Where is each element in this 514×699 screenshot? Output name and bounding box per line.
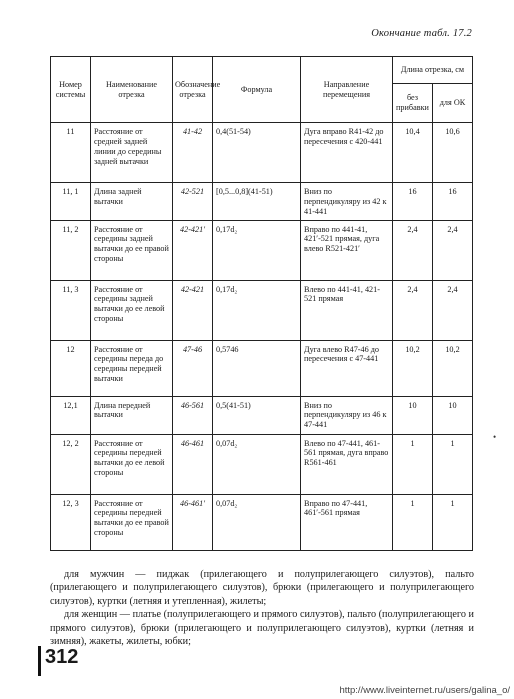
- table-row: [51, 434, 473, 494]
- cell-ok: 1: [433, 494, 473, 550]
- table-row: [51, 280, 473, 340]
- header-direction: Направление перемещения: [301, 57, 393, 123]
- cell-segment: 42-421: [173, 280, 213, 340]
- cell-no-allowance: 1: [393, 494, 433, 550]
- cell-ok: 10: [433, 396, 473, 434]
- cell-formula: 0,5(41-51): [213, 396, 301, 434]
- cell-formula: 0,5746: [213, 340, 301, 396]
- header-length-group: Длина отрезка, см: [393, 57, 473, 84]
- table-row: [51, 220, 473, 280]
- header-num: Номер системы: [51, 57, 91, 123]
- header-no-allowance: без прибавки: [393, 84, 433, 123]
- cell-name: Расстояние от середины переда до середины передней вытачки: [91, 340, 173, 396]
- cell-no-allowance: 10,2: [393, 340, 433, 396]
- cell-direction: Дуга вправо R41-42 до пересечения с 420-441: [301, 123, 393, 183]
- cell-formula: 0,17d₂: [213, 280, 301, 340]
- cell-ok: 2,4: [433, 280, 473, 340]
- cell-direction: Вправо по 47-441, 461′-561 прямая: [301, 494, 393, 550]
- cell-segment: 46-461′: [173, 494, 213, 550]
- table-row: [51, 396, 473, 434]
- cell-ok: 1: [433, 434, 473, 494]
- cell-name: Расстояние от середины передней вытачки до ее правой стороны: [91, 494, 173, 550]
- cell-segment: 46-561: [173, 396, 213, 434]
- cell-formula: 0,07d₂: [213, 494, 301, 550]
- scan-speck: •: [493, 432, 497, 442]
- cell-ok: 2,4: [433, 220, 473, 280]
- cell-no-allowance: 2,4: [393, 280, 433, 340]
- cell-ok: 10,2: [433, 340, 473, 396]
- cell-direction: Вниз по перпендикуляру из 46 к 47-441: [301, 396, 393, 434]
- header-name: Наименование отрезка: [91, 57, 173, 123]
- cell-direction: Влево по 47-441, 461-561 прямая, дуга вправо R561-461: [301, 434, 393, 494]
- cell-num: 12, 3: [51, 494, 91, 550]
- page-number: 312: [45, 646, 79, 668]
- cell-name: Расстояние от середины задней вытачки до ее левой стороны: [91, 280, 173, 340]
- cell-no-allowance: 16: [393, 183, 433, 221]
- cell-num: 12: [51, 340, 91, 396]
- cell-segment: 42-421′: [173, 220, 213, 280]
- cell-num: 11, 2: [51, 220, 91, 280]
- cell-num: 12,1: [51, 396, 91, 434]
- table-row: [51, 123, 473, 183]
- cell-formula: 0,17d₂: [213, 220, 301, 280]
- cell-name: Расстояние от средней задней линии до середины задней вытачки: [91, 123, 173, 183]
- cell-formula: 0,07d₂: [213, 434, 301, 494]
- cell-no-allowance: 10,4: [393, 123, 433, 183]
- cell-direction: Вправо по 441-41, 421′-521 прямая, дуга влево R521-421′: [301, 220, 393, 280]
- table-row: [51, 494, 473, 550]
- cell-segment: 41-42: [173, 123, 213, 183]
- cell-ok: 16: [433, 183, 473, 221]
- header-ok: для ОК: [433, 84, 473, 123]
- table-row: [51, 340, 473, 396]
- cell-num: 11, 3: [51, 280, 91, 340]
- paragraph-women: для женщин — платье (полуприлегающего и прямого силуэтов), пальто (полуприлегающего и прямого силуэтов), брюки (прилегающего и полуприлегающего силуэтов), куртки (летняя и зимняя), жакеты, жилеты, юбки;: [50, 609, 474, 648]
- source-url: http://www.liveinternet.ru/users/galina_o/: [339, 685, 510, 696]
- paragraph-men: для мужчин — пиджак (прилегающего и полуприлегающего силуэтов), пальто (прилегающего и полуприлегающего силуэтов), брюки (прилегающего и полуприлегающего силуэтов), куртки (летняя и утепленная), жилеты;: [50, 569, 474, 607]
- cell-num: 11, 1: [51, 183, 91, 221]
- cell-name: Расстояние от середины задней вытачки до ее правой стороны: [91, 220, 173, 280]
- page-number-bar: [38, 646, 41, 676]
- cell-direction: Влево по 441-41, 421-521 прямая: [301, 280, 393, 340]
- cell-name: Расстояние от середины передней вытачки до ее левой стороны: [91, 434, 173, 494]
- cell-name: Длина задней вытачки: [91, 183, 173, 221]
- cell-formula: 0,4(51-54): [213, 123, 301, 183]
- cell-direction: Вниз по перпендикуляру из 42 к 41-441: [301, 183, 393, 221]
- table-row: [51, 183, 473, 221]
- cell-name: Длина передней вытачки: [91, 396, 173, 434]
- cell-segment: 46-461: [173, 434, 213, 494]
- cell-segment: 47-46: [173, 340, 213, 396]
- cell-ok: 10,6: [433, 123, 473, 183]
- cell-num: 12, 2: [51, 434, 91, 494]
- body-text: [50, 568, 474, 648]
- header-formula: Формула: [213, 57, 301, 123]
- table-caption: Окончание табл. 17.2: [371, 28, 472, 39]
- cell-formula: [0,5...0,8](41-51): [213, 183, 301, 221]
- data-table: [50, 56, 473, 551]
- cell-no-allowance: 2,4: [393, 220, 433, 280]
- cell-no-allowance: 1: [393, 434, 433, 494]
- cell-direction: Дуга влево R47-46 до пересечения с 47-441: [301, 340, 393, 396]
- cell-segment: 42-521: [173, 183, 213, 221]
- header-segment: Обозначение отрезка: [173, 57, 213, 123]
- cell-no-allowance: 10: [393, 396, 433, 434]
- cell-num: 11: [51, 123, 91, 183]
